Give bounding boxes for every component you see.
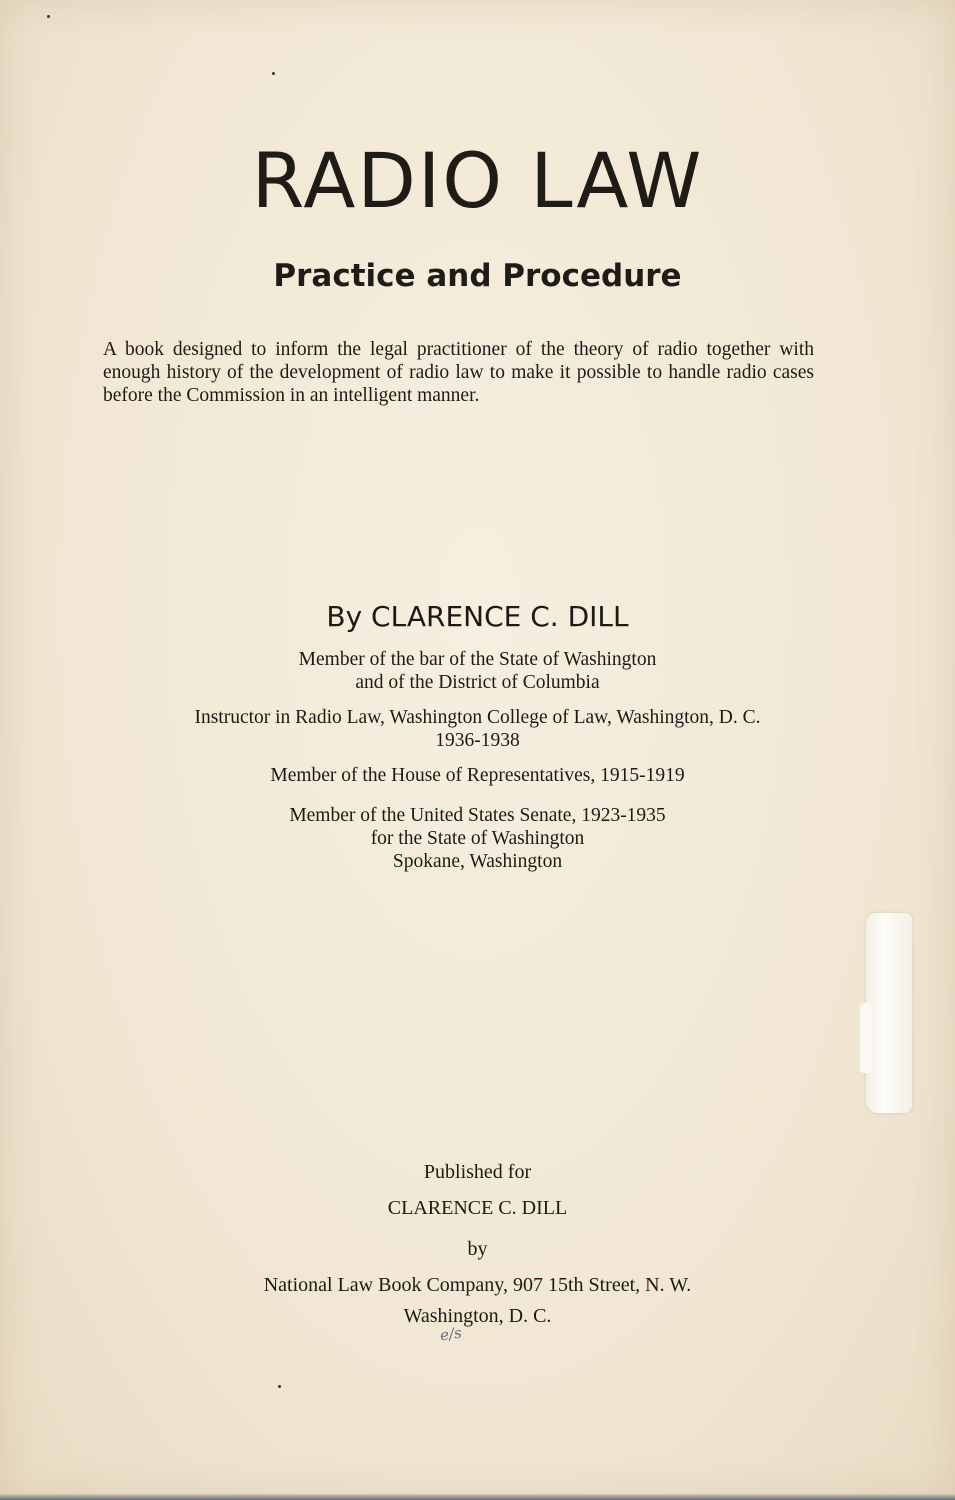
- author-byline: By CLARENCE C. DILL: [326, 600, 629, 633]
- bottom-edge: [0, 1494, 955, 1500]
- publisher-address: National Law Book Company, 907 15th Street, N. W.: [263, 1274, 692, 1296]
- book-title: RADIO LAW: [251, 136, 704, 225]
- speck-mark: [272, 72, 275, 75]
- senate-line-2: for the State of Washington: [370, 828, 585, 849]
- handwritten-note: e/s: [438, 1323, 463, 1345]
- publisher-city: Washington, D. C.: [403, 1305, 552, 1327]
- published-for-name: CLARENCE C. DILL: [387, 1197, 568, 1219]
- instructor-credential: [0, 706, 955, 752]
- bar-membership: [0, 648, 955, 694]
- senate-line-3: Spokane, Washington: [392, 851, 563, 872]
- bar-line-2: and of the District of Columbia: [355, 672, 600, 693]
- instructor-line-1: Instructor in Radio Law, Washington College of Law, Washington, D. C.: [194, 707, 761, 728]
- published-by: by: [467, 1238, 488, 1260]
- tape-residue: [866, 913, 912, 1113]
- book-description: A book designed to inform the legal practitioner of the theory of radio together with enough history of the development of radio law to make it possible to handle radio cases before the Commission in an intelligent manner.: [103, 339, 814, 406]
- speck-mark: [47, 15, 50, 18]
- published-for: Published for: [423, 1161, 532, 1183]
- instructor-line-2: 1936-1938: [435, 730, 520, 751]
- house-line: Member of the House of Representatives, 1915-1919: [270, 765, 685, 786]
- senate-line-1: Member of the United States Senate, 1923-1935: [289, 805, 666, 826]
- house-credential: [0, 764, 955, 787]
- senate-credential: [0, 804, 955, 873]
- speck-mark: [278, 1385, 281, 1388]
- book-subtitle: Practice and Procedure: [273, 258, 682, 294]
- bar-line-1: Member of the bar of the State of Washington: [298, 649, 657, 670]
